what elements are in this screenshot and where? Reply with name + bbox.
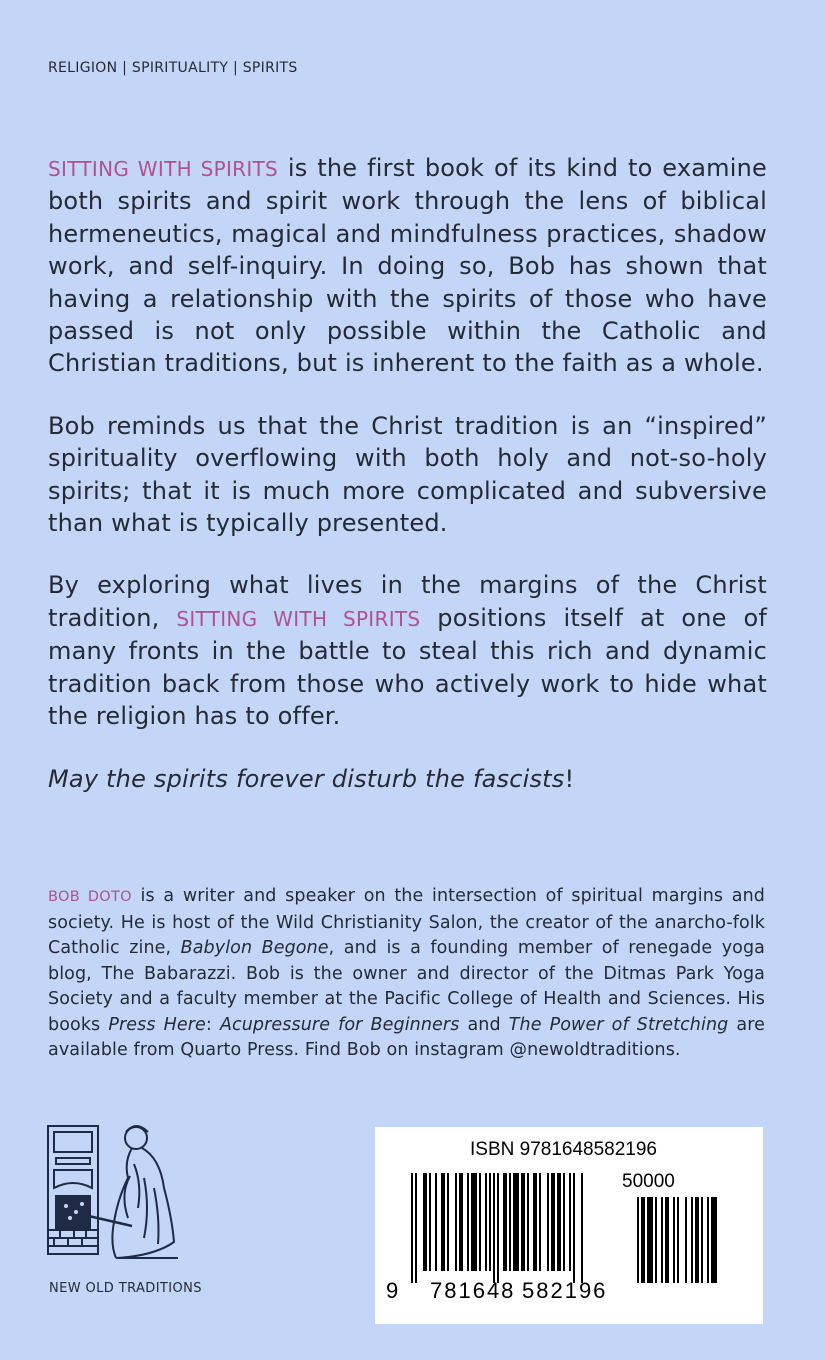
barcode-digit-lead: 9: [386, 1278, 399, 1303]
category-line: RELIGION | SPIRITUALITY | SPIRITS: [48, 60, 298, 76]
publisher-logo-icon: [40, 1118, 190, 1268]
book-title-press-here: Press Here: [108, 1014, 206, 1035]
blurb-text: By exploring what lives in the margins of the Christ tradition,: [48, 571, 767, 632]
publisher-imprint: NEW OLD TRADITIONS: [49, 1281, 202, 1296]
book-title-highlight: SITTING WITH SPIRITS: [48, 157, 279, 181]
barcode-digits-left: 781648: [430, 1278, 516, 1303]
bio-text: :: [205, 1014, 220, 1035]
blurb-paragraph-2: Bob reminds us that the Christ tradition is an “inspired” spirituality overflowing with both holy and not-so-holy spirits; that it is much more complicated and subversive than what is typically presented.: [48, 411, 767, 538]
blurb-paragraph-4: [48, 763, 767, 795]
blurb-paragraph-1: [48, 152, 767, 380]
book-subtitle-acupressure: Acupressure for Beginners: [219, 1014, 460, 1035]
bio-text: is a writer and speaker on the intersection of spiritual margins and society. He is host of the Wild Christianity Salon, the creator of the anarcho-folk Catholic zine,: [48, 886, 765, 958]
book-title-stretching: The Power of Stretching: [508, 1014, 729, 1035]
blurb-text: is the first book of its kind to examine both spirits and spirit work through the lens of biblical hermeneutics, magical and mindfulness practices, shadow work, and self-inquiry. In doing so, Bob has shown that having a relationship with the spirits of those who have passed is not only possible within the Catholic and Christian traditions, but is inherent to the faith as a whole.: [48, 154, 767, 378]
price-code: 50000: [622, 1171, 675, 1192]
zine-title: Babylon Begone: [180, 938, 329, 958]
author-name: BOB DOTO: [48, 889, 132, 905]
bio-text: , and is a founding member of renegade yoga blog, The Babarazzi. Bob is the owner and director of the Ditmas Park Yoga Society and a faculty member at the Pacific College of Health and Sciences. His books: [48, 938, 765, 1035]
author-bio: [48, 884, 765, 1064]
bio-text: are available from Quarto Press. Find Bob on instagram @newoldtraditions.: [48, 1014, 765, 1060]
closing-punctuation: !: [564, 764, 575, 793]
back-cover-blurb: [48, 152, 767, 795]
isbn-barcode: [375, 1127, 763, 1324]
barcode-addon-bars-icon: [637, 1197, 721, 1283]
blurb-paragraph-3: [48, 569, 767, 732]
barcode-bars-icon: [411, 1173, 607, 1283]
isbn-label: ISBN 9781648582196: [470, 1139, 657, 1160]
book-title-highlight: SITTING WITH SPIRITS: [176, 606, 421, 631]
bio-text: and: [459, 1014, 509, 1035]
barcode-digits-right: 582196: [522, 1278, 608, 1303]
blurb-text: positions itself at one of many fronts in the battle to steal this rich and dynamic tradition back from those who actively work to hide what the religion has to offer.: [48, 603, 767, 731]
closing-line: May the spirits forever disturb the fascists: [48, 764, 565, 793]
